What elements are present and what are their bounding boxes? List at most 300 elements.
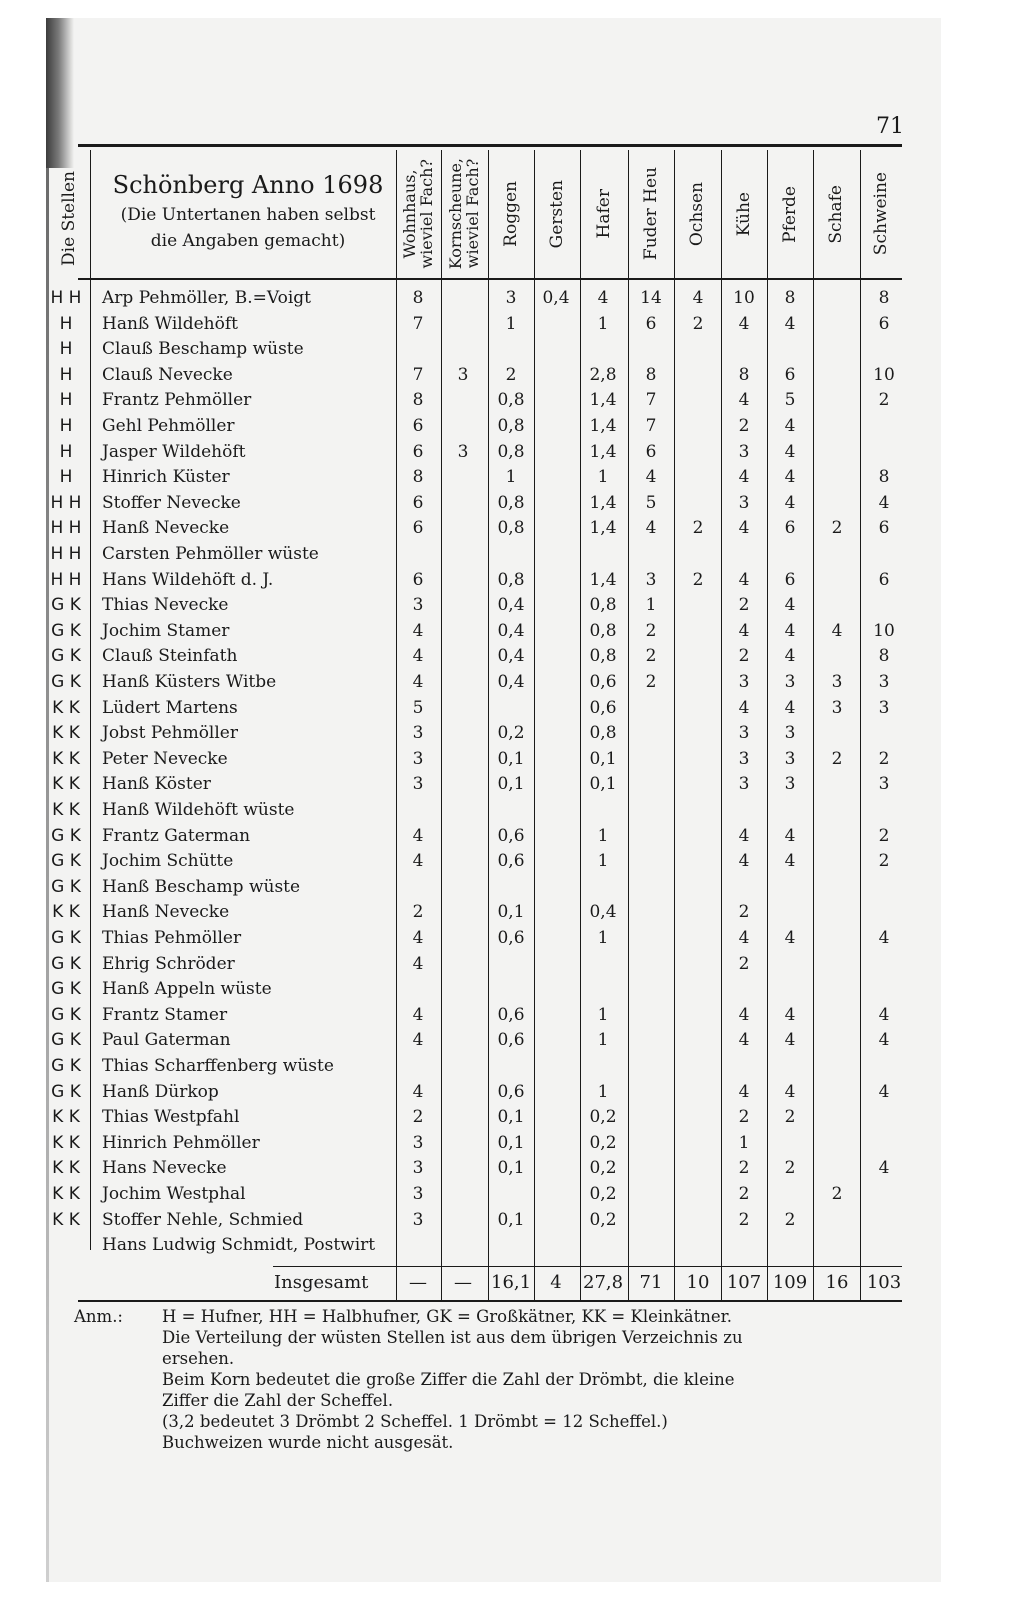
row-value: 4 xyxy=(878,1158,890,1179)
row-stelle: K K xyxy=(52,1209,80,1230)
row-stelle: H H xyxy=(50,288,82,308)
row-value: 3 xyxy=(412,1184,424,1204)
row-name: Hanß Köster xyxy=(102,774,211,795)
column-header xyxy=(674,150,721,278)
row-value: 3 xyxy=(412,723,424,744)
column-header-label: Schafe xyxy=(826,184,846,244)
notes-body xyxy=(162,1306,882,1453)
row-value: 2 xyxy=(645,646,657,667)
row-name: Hinrich Küster xyxy=(102,467,230,488)
row-value: 3 xyxy=(784,748,796,769)
row-value: 0,2 xyxy=(589,1132,617,1153)
row-value: 8 xyxy=(878,467,890,488)
row-value: 2 xyxy=(784,1158,796,1179)
header-stellen-label: Die Stellen xyxy=(58,170,79,266)
row-stelle: H xyxy=(59,313,73,334)
row-value: 4 xyxy=(738,1030,750,1051)
row-value: 4 xyxy=(692,288,704,308)
row-stelle: K K xyxy=(52,774,80,795)
row-value: 4 xyxy=(878,1081,890,1102)
row-value: 4 xyxy=(738,1081,750,1102)
row-value: 4 xyxy=(412,1030,424,1051)
totals-value: — xyxy=(454,1272,472,1293)
bottom-rule xyxy=(78,1300,902,1302)
row-value: 2 xyxy=(831,1184,843,1204)
row-name: Jochim Schütte xyxy=(102,851,234,872)
column-header-label: Schweine xyxy=(870,172,891,256)
row-value: 4 xyxy=(412,825,424,846)
row-value: 3 xyxy=(412,1132,424,1153)
row-value: 0,8 xyxy=(497,416,525,436)
row-name: Frantz Gaterman xyxy=(102,825,251,846)
row-value: 0,6 xyxy=(497,928,525,948)
row-value: 4 xyxy=(738,825,750,846)
row-value: 4 xyxy=(784,620,796,641)
row-value: 1 xyxy=(597,313,609,334)
row-value: 4 xyxy=(831,620,843,641)
row-value: 6 xyxy=(412,569,424,590)
totals-value: — xyxy=(409,1272,427,1293)
table-row xyxy=(46,337,941,363)
row-value: 2 xyxy=(878,748,890,769)
row-value: 1 xyxy=(505,467,517,488)
row-value: 6 xyxy=(645,313,657,334)
row-value: 3 xyxy=(738,748,750,769)
row-value: 3 xyxy=(505,288,517,308)
row-value: 2 xyxy=(412,1107,424,1128)
row-stelle: H xyxy=(59,416,73,436)
row-value: 10 xyxy=(733,288,755,308)
row-value: 2,8 xyxy=(589,364,617,385)
row-name: Lüdert Martens xyxy=(102,697,238,718)
row-value: 1,4 xyxy=(589,492,617,513)
note-line: ersehen. xyxy=(162,1349,235,1368)
row-stelle: G K xyxy=(51,825,81,846)
row-name: Hanß Wildehöft xyxy=(102,313,238,334)
row-value: 2 xyxy=(738,1107,750,1128)
table-row xyxy=(46,516,941,542)
row-value: 0,8 xyxy=(589,646,617,667)
row-value: 1,4 xyxy=(589,441,617,462)
column-header-label: Kühe xyxy=(733,191,754,237)
row-name: Ehrig Schröder xyxy=(102,953,235,974)
row-value: 2 xyxy=(831,518,843,539)
column-header-label: Fuder Heu xyxy=(640,167,661,261)
binding-shadow xyxy=(46,18,74,168)
row-value: 14 xyxy=(640,288,662,308)
row-value: 0,8 xyxy=(497,441,525,462)
row-stelle: G K xyxy=(51,1004,81,1025)
column-header-label: Roggen xyxy=(500,181,521,247)
row-value: 4 xyxy=(784,928,796,948)
row-name: Frantz Pehmöller xyxy=(102,390,252,411)
totals-row xyxy=(46,1272,941,1300)
row-value: 4 xyxy=(784,697,796,718)
row-name: Jobst Pehmöller xyxy=(102,723,238,744)
row-value: 0,4 xyxy=(497,672,525,692)
row-stelle: K K xyxy=(52,800,80,820)
row-value: 6 xyxy=(412,441,424,462)
table-title: Schönberg Anno 1698 xyxy=(112,171,384,199)
row-stelle: K K xyxy=(52,1184,80,1204)
table-row xyxy=(46,1208,941,1234)
row-value: 10 xyxy=(873,620,895,641)
row-stelle: K K xyxy=(52,1158,80,1179)
row-value: 4 xyxy=(784,416,796,436)
row-name: Thias Nevecke xyxy=(102,595,229,616)
row-value: 4 xyxy=(738,313,750,334)
row-name: Hans Nevecke xyxy=(102,1158,227,1179)
row-value: 1 xyxy=(597,1004,609,1025)
row-value: 7 xyxy=(412,364,424,385)
row-value: 3 xyxy=(645,569,657,590)
row-value: 2 xyxy=(738,646,750,667)
row-value: 3 xyxy=(784,774,796,795)
header-rule xyxy=(78,278,902,280)
row-value: 8 xyxy=(878,646,890,667)
row-stelle: G K xyxy=(51,1030,81,1051)
column-header xyxy=(860,150,902,278)
row-value: 10 xyxy=(873,364,895,385)
row-value: 4 xyxy=(412,851,424,872)
table-row xyxy=(46,1156,941,1182)
row-value: 3 xyxy=(412,774,424,795)
table-row xyxy=(46,1028,941,1054)
row-value: 4 xyxy=(878,1030,890,1051)
page-number: 71 xyxy=(876,114,904,139)
row-value: 7 xyxy=(412,313,424,334)
row-value: 4 xyxy=(738,620,750,641)
row-value: 2 xyxy=(878,390,890,411)
row-stelle: H xyxy=(59,390,73,411)
row-value: 4 xyxy=(784,441,796,462)
row-value: 1 xyxy=(597,825,609,846)
table-row xyxy=(46,977,941,1003)
note-line: (3,2 bedeutet 3 Drömbt 2 Scheffel. 1 Drömbt = 12 Scheffel.) xyxy=(162,1412,668,1431)
totals-value: 16 xyxy=(825,1272,849,1293)
row-name: Hanß Nevecke xyxy=(102,902,230,923)
row-value: 0,2 xyxy=(589,1158,617,1179)
row-name: Clauß Nevecke xyxy=(102,364,233,385)
row-stelle: K K xyxy=(52,902,80,923)
row-value: 4 xyxy=(784,1004,796,1025)
row-value: 3 xyxy=(412,1209,424,1230)
row-value: 3 xyxy=(831,697,843,718)
row-name: Gehl Pehmöller xyxy=(102,416,235,436)
row-stelle: H xyxy=(59,467,73,488)
table-row xyxy=(46,414,941,440)
row-stelle: K K xyxy=(52,1107,80,1128)
row-name: Clauß Steinfath xyxy=(102,646,238,667)
row-value: 6 xyxy=(412,492,424,513)
row-stelle: G K xyxy=(51,851,81,872)
table-row xyxy=(46,849,941,875)
table-row xyxy=(46,1233,941,1259)
row-value: 0,1 xyxy=(589,774,617,795)
row-stelle: H H xyxy=(50,492,82,513)
row-value: 0,2 xyxy=(589,1107,617,1128)
row-stelle: K K xyxy=(52,723,80,744)
row-value: 0,8 xyxy=(497,518,525,539)
row-value: 1 xyxy=(505,313,517,334)
row-stelle: G K xyxy=(51,672,81,692)
row-value: 4 xyxy=(412,646,424,667)
totals-value: 4 xyxy=(550,1272,562,1293)
row-value: 1 xyxy=(597,851,609,872)
header-stellen xyxy=(52,158,86,278)
row-value: 0,6 xyxy=(497,1081,525,1102)
row-stelle: H xyxy=(59,364,73,385)
table-row xyxy=(46,1131,941,1157)
row-value: 2 xyxy=(878,851,890,872)
row-name: Stoffer Nehle, Schmied xyxy=(102,1209,304,1230)
row-stelle: G K xyxy=(51,928,81,948)
row-value: 1 xyxy=(597,1030,609,1051)
row-value: 3 xyxy=(878,697,890,718)
table-row xyxy=(46,568,941,594)
row-value: 0,4 xyxy=(542,288,570,308)
row-value: 0,4 xyxy=(589,902,617,923)
row-value: 4 xyxy=(784,851,796,872)
row-name: Jochim Stamer xyxy=(102,620,230,641)
row-value: 3 xyxy=(878,774,890,795)
row-value: 4 xyxy=(784,492,796,513)
row-value: 3 xyxy=(457,441,469,462)
row-value: 2 xyxy=(784,1209,796,1230)
row-value: 4 xyxy=(412,1081,424,1102)
table-row xyxy=(46,465,941,491)
row-value: 0,1 xyxy=(497,1158,525,1179)
row-value: 0,2 xyxy=(497,723,525,744)
row-value: 0,6 xyxy=(589,697,617,718)
row-value: 1 xyxy=(645,595,657,616)
row-value: 7 xyxy=(645,390,657,411)
totals-value: 103 xyxy=(866,1272,902,1293)
row-name: Frantz Stamer xyxy=(102,1004,228,1025)
table-subtitle-line-1: (Die Untertanen haben selbst xyxy=(120,205,376,225)
row-value: 8 xyxy=(412,467,424,488)
scanned-page xyxy=(46,18,941,1582)
column-header-label-part: Kornscheune, xyxy=(445,158,465,270)
row-value: 5 xyxy=(645,492,657,513)
row-value: 1 xyxy=(738,1132,750,1153)
row-name: Hans Wildehöft d. J. xyxy=(102,569,274,590)
row-stelle: G K xyxy=(51,646,81,667)
row-value: 0,8 xyxy=(589,620,617,641)
row-value: 6 xyxy=(784,518,796,539)
row-value: 0,6 xyxy=(497,851,525,872)
row-value: 0,6 xyxy=(497,1004,525,1025)
row-value: 2 xyxy=(692,569,704,590)
row-value: 6 xyxy=(412,518,424,539)
row-value: 8 xyxy=(784,288,796,308)
row-value: 4 xyxy=(738,928,750,948)
table-row xyxy=(46,900,941,926)
row-stelle: G K xyxy=(51,1056,81,1076)
note-line: Ziffer die Zahl der Scheffel. xyxy=(162,1391,394,1410)
column-header-label-part: wieviel Fach? xyxy=(462,159,482,269)
row-value: 0,1 xyxy=(497,748,525,769)
row-value: 3 xyxy=(831,672,843,692)
row-value: 4 xyxy=(738,697,750,718)
totals-value: 107 xyxy=(726,1272,762,1293)
row-value: 3 xyxy=(878,672,890,692)
column-header-label: Pferde xyxy=(779,185,800,243)
row-name: Paul Gaterman xyxy=(102,1030,231,1051)
row-value: 4 xyxy=(412,620,424,641)
row-value: 0,1 xyxy=(497,902,525,923)
table-row xyxy=(46,747,941,773)
row-value: 4 xyxy=(738,569,750,590)
table-row xyxy=(46,670,941,696)
row-value: 2 xyxy=(738,1209,750,1230)
row-value: 2 xyxy=(738,953,750,974)
row-value: 0,1 xyxy=(497,1132,525,1153)
row-value: 4 xyxy=(645,518,657,539)
row-value: 1,4 xyxy=(589,390,617,411)
row-value: 0,6 xyxy=(589,672,617,692)
row-value: 2 xyxy=(831,748,843,769)
totals-value: 10 xyxy=(686,1272,710,1293)
row-value: 4 xyxy=(412,953,424,974)
row-name: Arp Pehmöller, B.=Voigt xyxy=(102,288,311,308)
column-header xyxy=(580,150,628,278)
row-value: 1,4 xyxy=(589,569,617,590)
table-row xyxy=(46,772,941,798)
row-value: 0,8 xyxy=(589,595,617,616)
row-name: Hanß Dürkop xyxy=(102,1081,219,1102)
row-value: 4 xyxy=(738,851,750,872)
column-header-label: Hafer xyxy=(593,189,614,239)
row-value: 3 xyxy=(412,595,424,616)
column-header xyxy=(534,150,580,278)
row-stelle: H H xyxy=(50,544,82,564)
table-row xyxy=(46,363,941,389)
row-value: 0,4 xyxy=(497,646,525,667)
row-value: 5 xyxy=(784,390,796,411)
note-line: Buchweizen wurde nicht ausgesät. xyxy=(162,1433,454,1452)
row-value: 0,1 xyxy=(589,748,617,769)
table-row xyxy=(46,388,941,414)
row-value: 3 xyxy=(412,1158,424,1179)
row-value: 4 xyxy=(738,518,750,539)
row-value: 1 xyxy=(597,1081,609,1102)
column-header-label: Ochsen xyxy=(687,181,707,247)
row-value: 2 xyxy=(645,672,657,692)
row-value: 0,8 xyxy=(497,492,525,513)
column-header-label: Gersten xyxy=(546,179,567,249)
row-value: 4 xyxy=(738,390,750,411)
row-value: 6 xyxy=(878,569,890,590)
row-value: 4 xyxy=(645,467,657,488)
row-value: 3 xyxy=(738,723,750,744)
row-value: 0,4 xyxy=(497,595,525,616)
column-header-label-part: wieviel Fach? xyxy=(416,159,436,269)
row-name: Hanß Küsters Witbe xyxy=(102,672,277,692)
row-value: 4 xyxy=(784,1030,796,1051)
row-value: 7 xyxy=(645,416,657,436)
row-value: 2 xyxy=(878,825,890,846)
row-value: 2 xyxy=(738,416,750,436)
table-row xyxy=(46,312,941,338)
row-value: 3 xyxy=(784,672,796,692)
row-value: 2 xyxy=(738,1184,750,1204)
row-name: Carsten Pehmöller wüste xyxy=(102,544,319,564)
row-value: 4 xyxy=(784,313,796,334)
row-value: 6 xyxy=(645,441,657,462)
row-value: 3 xyxy=(738,492,750,513)
table-row xyxy=(46,926,941,952)
row-stelle: H H xyxy=(50,569,82,590)
table-row xyxy=(46,644,941,670)
column-header xyxy=(441,150,488,278)
row-name: Hanß Beschamp wüste xyxy=(102,876,301,897)
table-row xyxy=(46,721,941,747)
row-name: Hans Ludwig Schmidt, Postwirt xyxy=(102,1235,376,1256)
row-value: 3 xyxy=(738,672,750,692)
row-name: Jasper Wildehöft xyxy=(102,441,246,462)
row-value: 0,4 xyxy=(497,620,525,641)
column-header-label-part: Wohnhaus, xyxy=(399,169,419,259)
row-value: 0,1 xyxy=(497,1107,525,1128)
row-value: 8 xyxy=(412,288,424,308)
totals-value: 16,1 xyxy=(491,1272,532,1293)
row-value: 4 xyxy=(878,492,890,513)
row-name: Hanß Appeln wüste xyxy=(102,979,272,1000)
row-name: Hanß Nevecke xyxy=(102,518,230,539)
row-stelle: K K xyxy=(52,697,80,718)
row-stelle: K K xyxy=(52,1132,80,1153)
column-header xyxy=(628,150,674,278)
row-name: Thias Scharffenberg wüste xyxy=(102,1056,334,1076)
row-value: 0,6 xyxy=(497,825,525,846)
table-row xyxy=(46,440,941,466)
row-value: 2 xyxy=(692,313,704,334)
row-value: 4 xyxy=(412,928,424,948)
row-value: 2 xyxy=(412,902,424,923)
table-row xyxy=(46,286,941,312)
totals-value: 27,8 xyxy=(583,1272,624,1293)
row-value: 0,1 xyxy=(497,1209,525,1230)
row-name: Clauß Beschamp wüste xyxy=(102,339,304,360)
row-value: 8 xyxy=(645,364,657,385)
row-stelle: H xyxy=(59,339,73,360)
row-value: 2 xyxy=(738,595,750,616)
row-value: 4 xyxy=(784,825,796,846)
table-row xyxy=(46,875,941,901)
row-value: 3 xyxy=(738,774,750,795)
row-value: 8 xyxy=(878,288,890,308)
notes-label: Anm.: xyxy=(74,1307,123,1326)
row-value: 0,8 xyxy=(497,569,525,590)
row-value: 6 xyxy=(878,518,890,539)
column-header-label xyxy=(445,158,482,270)
table-row xyxy=(46,824,941,850)
row-value: 2 xyxy=(738,1158,750,1179)
column-header xyxy=(396,150,441,278)
note-line: Die Verteilung der wüsten Stellen ist aus dem übrigen Verzeichnis zu xyxy=(162,1328,743,1347)
row-name: Stoffer Nevecke xyxy=(102,492,241,513)
row-value: 3 xyxy=(784,723,796,744)
row-stelle: G K xyxy=(51,595,81,616)
row-stelle: G K xyxy=(51,953,81,974)
table-row xyxy=(46,1054,941,1080)
row-value: 2 xyxy=(692,518,704,539)
row-value: 6 xyxy=(878,313,890,334)
row-value: 8 xyxy=(412,390,424,411)
row-value: 0,1 xyxy=(497,774,525,795)
row-stelle: H H xyxy=(50,518,82,539)
